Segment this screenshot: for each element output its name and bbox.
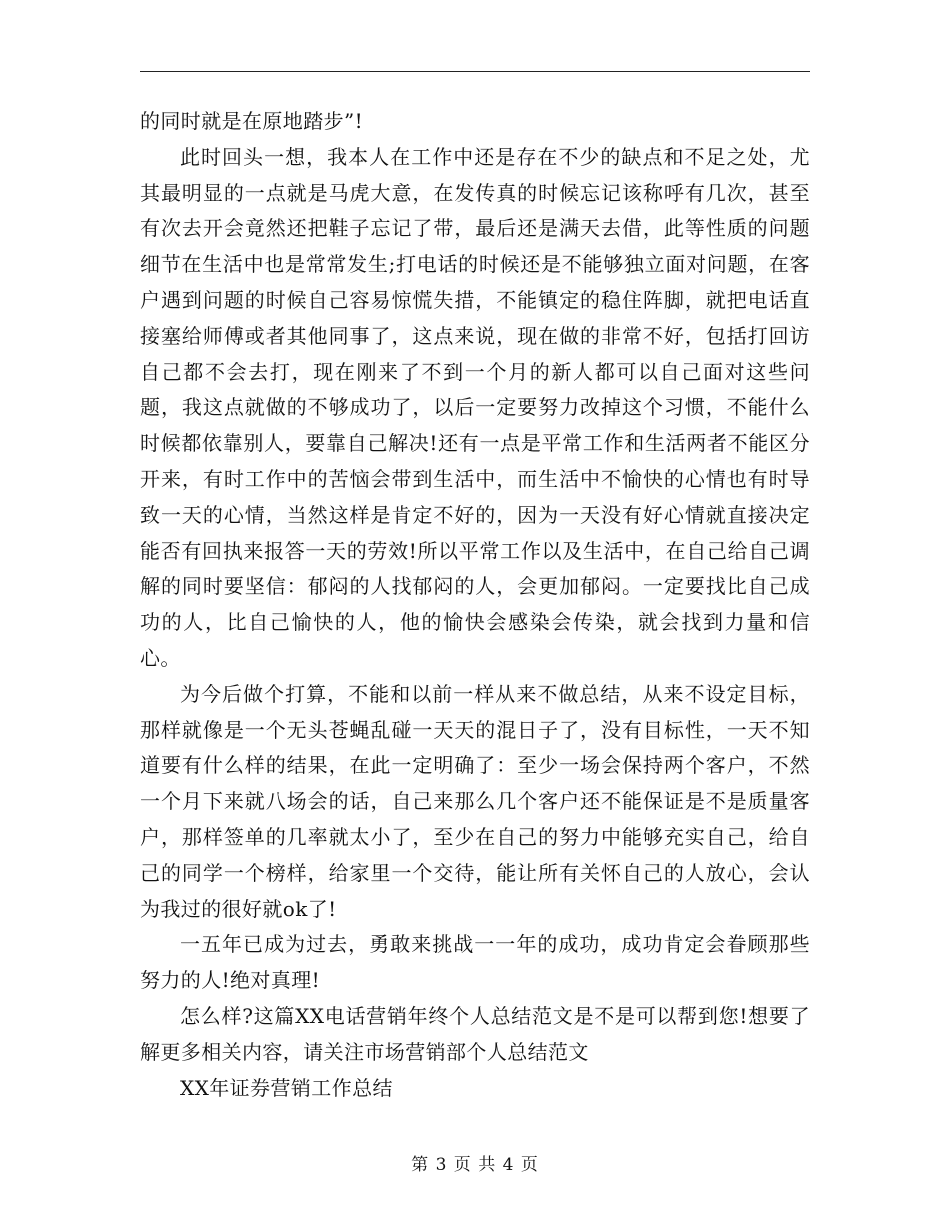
document-body bbox=[140, 104, 810, 1106]
paragraph-4: 一五年已成为过去，勇敢来挑战一一年的成功，成功肯定会眷顾那些努力的人!绝对真理! bbox=[140, 932, 810, 993]
paragraph-5: 怎么样?这篇XX电话营销年终个人总结范文是不是可以帮到您!想要了解更多相关内容，请关注市场营销部个人总结范文 bbox=[140, 1003, 810, 1064]
paragraph-6: XX年证券营销工作总结 bbox=[180, 1075, 393, 1100]
paragraph-1: 的同时就是在原地踏步”! bbox=[140, 109, 364, 133]
header-rule bbox=[140, 71, 810, 72]
page-number-footer: 第 3 页 共 4 页 bbox=[411, 1155, 539, 1175]
paragraph-2: 此时回头一想，我本人在工作中还是存在不少的缺点和不足之处，尤其最明显的一点就是马虎大意，在发传真的时候忘记该称呼有几次，甚至有次去开会竟然还把鞋子忘记了带，最后还是满天去借，此等性质的问题细节在生活中也是常常发生;打电话的时候还是不能够独立面对问题，在客户遇到问题的时候自己容易惊慌失措，不能镇定的稳住阵脚，就把电话直接塞给师傅或者其他同事了，这点来说，现在做的非常不好，包括打回访自己都不会去打，现在刚来了不到一个月的新人都可以自己面对这些问题，我这点就做的不够成功了，以后一定要努力改掉这个习惯，不能什么时候都依靠别人，要靠自己解决!还有一点是平常工作和生活两者不能区分开来，有时工作中的苦恼会带到生活中，而生活中不愉快的心情也有时导致一天的心情，当然这样是肯定不好的，因为一天没有好心情就直接决定能否有回执来报答一天的劳效!所以平常工作以及生活中，在自己给自己调解的同时要坚信：郁闷的人找郁闷的人，会更加郁闷。一定要找比自己成功的人，比自己愉快的人，他的愉快会感染会传染，就会找到力量和信心。 bbox=[140, 144, 810, 670]
paragraph-3: 为今后做个打算，不能和以前一样从来不做总结，从来不设定目标，那样就像是一个无头苍蝇乱碰一天天的混日子了，没有目标性，一天不知道要有什么样的结果，在此一定明确了：至少一场会保持两个客户，不然一个月下来就八场会的话，自己来那么几个客户还不能保证是不是质量客户，那样签单的几率就太小了，至少在自己的努力中能够充实自己，给自己的同学一个榜样，给家里一个交待，能让所有关怀自己的人放心，会认为我过的很好就ok了! bbox=[140, 681, 810, 921]
